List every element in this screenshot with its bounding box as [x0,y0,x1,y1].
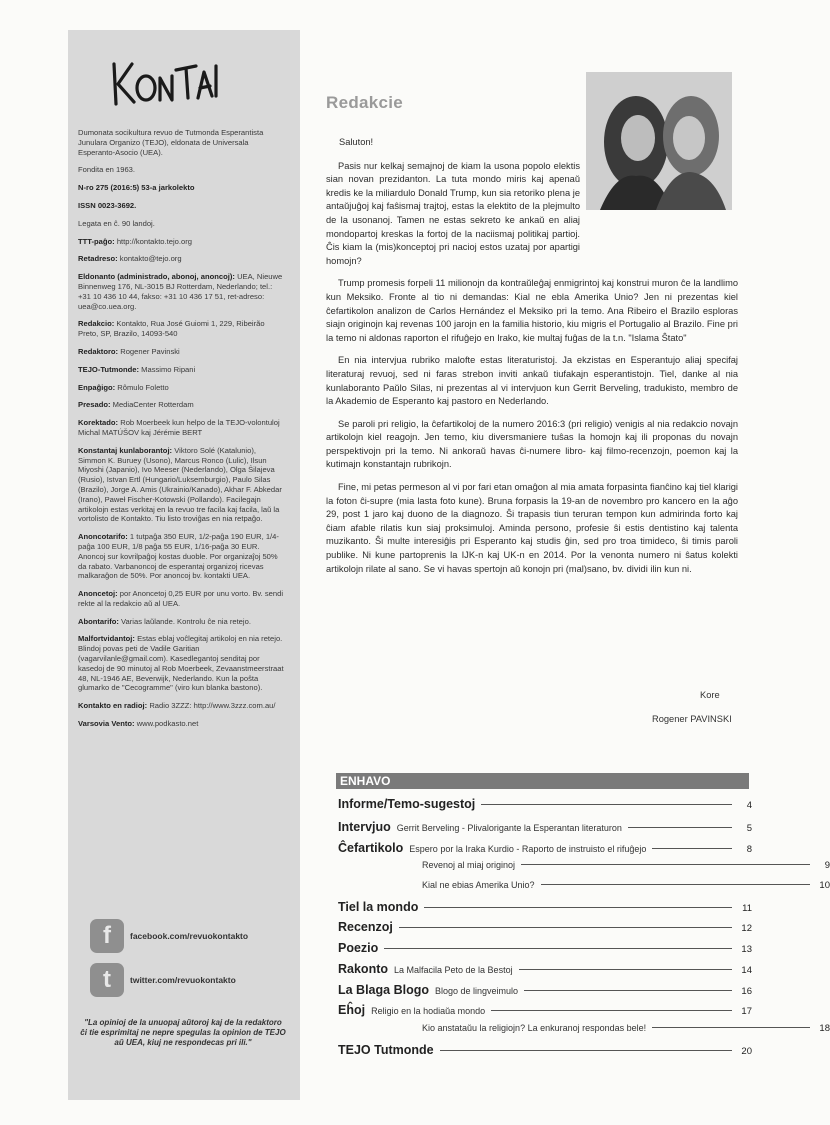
toc-page-number: 13 [741,944,752,955]
layout-label: Enpaĝigo: [78,382,116,392]
editorial-body [326,136,738,585]
toc-section: Ĉefartikolo [338,841,404,855]
toc-page-number: 18 [819,1023,830,1034]
toc-page-number: 17 [741,1006,752,1017]
facebook-icon: f [90,919,124,953]
twitter-icon: t [90,963,124,997]
editorial-paragraph: Pasis nur kelkaj semajnoj de kiam la usona popolo elektis sian novan prezidanton. La tuta mondo miris kaj apenaŭ kredis ke la miliardulo Donald Trump, kun sia retoriko plena je antaŭjuĝoj kaj faŝismaj trajtoj, estas la elektito de la plejmulto de la usonanoj. Tamen ne estas sekreto ke ankaŭ en aliaj mondopartoj kreskas la fortoj de la naciismaj politikaj partioj. Ĉis kiam la (mis)konceptoj pri nacioj estos uzataj por apartigi homojn? [326,160,580,266]
toc-leader-line [541,884,810,885]
proof-text: Rob Moerbeek kun helpo de la TEJO-volontuloj Michal MATÚŠOV kaj Jérémie BERT [78,418,280,437]
kontakto-logo [104,52,224,112]
toc-section: TEJO Tutmonde [338,1043,434,1057]
toc-leader-line [519,969,732,970]
toc-leader-line [652,848,732,849]
toc-row[interactable] [338,1003,752,1023]
toc-row[interactable] [338,962,752,982]
toc-page-number: 10 [819,880,830,891]
toc-row[interactable] [338,797,752,817]
editor-label: Redaktoro: [78,346,119,356]
editorial-paragraph: Se paroli pri religio, la ĉefartikoloj de la numero 2016:3 (pri religio) venigis al nia redakcio novajn artikolojn kiel reagojn. Jen temo, kiu diversmaniere tuŝas la homojn kaj ili proponas du novajn perspektivojn pri la temo. Ni ankoraŭ havas ĉi-numere libro- kaj filmo-recenzojn, poemon kaj la kutimajn konstantajn rubrikojn. [326,418,738,470]
editorial-paragraph: Fine, mi petas permeson al vi por fari etan omaĝon al mia amata forpasinta fianĉino kaj tiel klarigi la foton ĉi-supre (mia lasta foto kune). Bruna forpasis la 19-an de novembro pro kancero en la aĝo 29, post 1 jaro kaj duono de la diagnozo. Ŝi trapasis tiun teruran tempon kun admirinda forto kaj ĉiam afable rilatis kun siaj proksimuloj. Aminda persono, profesie ŝi estis dentistino kaj talenta muzikanto. Ŝi multe interesiĝis pri Esperanto kaj studis ĝin, sed pro troa timideco, ŝi timis paroli publike. Ni kune partoprenis la IJK-n kaj UK-n en 2014. Por la venonta numero ni ŝatus kolekti artikolojn rilate al sano. Se vi havas spertojn aŭ konojn pri (mal)sano, bv. dividi ilin kun ni. [326,482,738,574]
toc-row[interactable] [338,880,830,900]
toc-section: Informe/Temo-sugestoj [338,797,476,811]
editorial-signature: Rogener PAVINSKI [652,714,732,724]
toc-subtitle: Kio anstataŭu la religiojn? La enkuranoj respondas bele! [422,1023,647,1033]
founded-text: Fondita en 1963. [78,165,135,175]
email-link[interactable]: kontakto@tejo.org [119,254,182,264]
toc-page-number: 16 [741,986,752,997]
fault-text: Estas eblaj voĉlegitaj artikoloj en nia retejo. Blindoj povas peti de Vadile Garitian (vagarvilanle@gmail.com). Kasedlegantoj senditaj por kasedoj de 90 minutoj al Rob Moerbeek, Zevaanstmeerstraat 48, NL-1946 AE, Beverwijk, Nederlando. Kun la poŝta glumarko de "Cecogramme" (viro kun blanka bastono). [78,634,284,693]
tejo-label: TEJO-Tutmonde: [78,364,140,374]
toc-row[interactable] [338,860,830,880]
toc-row[interactable] [338,983,752,1003]
toc-leader-line [384,948,732,949]
www-link[interactable]: http://kontakto.tejo.org [116,236,192,246]
toc-page-number: 14 [741,965,752,976]
varsovia-label: Varsovia Vento: [78,719,135,729]
toc-subtitle: La Malfacila Peto de la Bestoj [394,965,513,975]
contents-header: ENHAVO [340,774,391,788]
readers-text: Legata en ĉ. 90 landoj. [78,218,155,228]
toc-row[interactable] [338,941,752,961]
editorial-closing: Kore [700,690,720,700]
proof-label: Korektado: [78,418,119,428]
toc-subtitle: Kial ne ebias Amerika Unio? [422,880,535,890]
intro-text: Dumonata socikultura revuo de Tutmonda Esperantista Junulara Organizo (TEJO), eldonata de Universala Esperanto-Asocio (UEA). [78,128,264,157]
small-ads-label: Anoncetoj: [78,589,118,599]
toc-leader-line [399,927,732,928]
toc-page-number: 8 [746,844,752,855]
toc-section: Recenzoj [338,920,393,934]
toc-page-number: 20 [741,1046,752,1057]
toc-subtitle: Espero por la Iraka Kurdio - Raporto de instruisto el rifuĝejo [409,844,647,854]
facebook-label: facebook.com/revuokontakto [130,931,249,941]
printer-text: MediaCenter Rotterdam [112,400,194,410]
layout-text: Rômulo Foletto [117,382,169,392]
toc-page-number: 11 [742,903,752,914]
toc-page-number: 9 [824,860,830,871]
toc-page-number: 12 [741,923,752,934]
small-ads-text: por Anoncetoj 0,25 EUR por unu vorto. Bv. sendi rekte al la redakcio aŭ al UEA. [78,589,284,608]
contents-header-bar [336,773,749,789]
issn-text: ISSN 0023-3692. [78,200,137,210]
toc-row[interactable] [338,841,752,861]
toc-row[interactable] [338,920,752,940]
toc-leader-line [652,1027,810,1028]
toc-leader-line [491,1010,732,1011]
colophon-text [78,128,284,737]
editorial-paragraph: Trump promesis forpeli 11 milionojn da kontraŭleĝaj enmigrintoj kaj konstrui muron ĉe la landlimo kun Meksiko. Fronte al tio ni demandas: Kial ne ebla Amerika Unio? Jen ni prezentas kiel ĉefartikolon analizon de Carlos Hernández el Meksiko pri la temo. Ana Ribeiro el Brazilo esploras siajn originojn kaj revenas 100 jarojn en la familia historio, kiu migris el Portugalio al Brazilo. Fine pri la temo ni aldonas raporton el rifuĝejo en Irako, kie multaj fuĝas de la t.n. "Islama Ŝtato" [326,278,738,343]
radio-label: Kontakto en radioj: [78,701,148,711]
issue-text: N-ro 275 (2016:5) 53-a jarkolekto [78,183,195,193]
radio-text: Radio 3ZZZ: http://www.3zzz.com.au/ [149,701,276,711]
toc-leader-line [424,907,732,908]
toc-subtitle: Gerrit Berveling - Plivalorigante la Esperantan literaturon [396,823,622,833]
redaction-text: Kontakto, Rua José Guiomi 1, 229, Ribeirão Preto, SP, Brazilo, 14093-540 [78,319,265,339]
toc-page-number: 4 [746,800,752,811]
facebook-link[interactable] [90,918,290,954]
toc-row[interactable] [338,820,752,840]
toc-leader-line [481,804,732,805]
email-label: Retadreso: [78,254,118,264]
fault-label: Malfortvidantoj: [78,634,135,644]
toc-page-number: 5 [746,823,752,834]
redaction-label: Redakcio: [78,319,115,329]
twitter-label: twitter.com/revuokontakto [130,975,236,985]
printer-label: Presado: [78,400,111,410]
toc-section: Poezio [338,941,379,955]
ad-rates-text: 1 tutpaĝa 350 EUR, 1/2-paĝa 190 EUR, 1/4-paĝa 100 EUR, 1/8 paĝa 55 EUR, 1/16-paĝa 30 EUR. Anoncoj sur kovrilpaĝoj kostas duoble. Por organizaĵoj 50% da rabato. Varbanoncoj de esperantaj organizoj ricevas malkaraĝon de 50%. Por anoncoj bv. kontakti UEA. [78,532,279,581]
toc-row[interactable] [338,900,752,920]
collab-label: Konstantaj kunlaborantoj: [78,445,173,455]
toc-leader-line [440,1050,732,1051]
toc-row[interactable] [338,1023,830,1043]
toc-leader-line [628,827,732,828]
publisher-text: UEA, Nieuwe Binnenweg 176, NL-3015 BJ Rotterdam, Nederlando; tel.: +31 10 436 10 44, fakso: +31 10 436 17 51, ret-adreso: uea@co.uea.org. [78,272,283,311]
toc-subtitle: Religio en la hodiaŭa mondo [371,1006,486,1016]
toc-section: Intervjuo [338,820,391,834]
toc-subtitle: Revenoj al miaj originoj [422,860,516,870]
ad-rates-label: Anoncotarifo: [78,532,128,542]
publisher-label: Eldonanto (administrado, abonoj, anoncoj): [78,272,235,282]
twitter-link[interactable] [90,962,290,998]
disclaimer: "La opinioj de la unuopaj aŭtoroj kaj de la redaktoro ĉi tie esprimitaj ne nepre spegulas la opinion de TEJO aŭ UEA, kiuj ne respondecas pri ili." [80,1018,286,1047]
toc-section: Eĥoj [338,1003,366,1017]
varsovia-text: www.podkasto.net [136,719,199,729]
editorial-paragraph: En nia intervjua rubriko malofte estas literaturistoj. Ja ekzistas en Esperantujo aliaj specifaj literaturaj revuoj, sed ni faras strebon inviti ankaŭ tiufakajn esperantistojn. Tiel, danke al nia kunlaboranto Paŭlo Silas, ni prezentas al vi intervjuon kun Gerrit Berveling, tradukisto, membro de la Akademio de Esperanto kaj pastoro en Nederlando. [326,355,738,407]
toc-row[interactable] [338,1043,752,1063]
collab-text: Viktoro Solé (Katalunio), Simmon K. Buruey (Usono), Marcus Ronco (Lulic), Ilsun Miyoshi (Japanio), Ivo Meeser (Nederlando), Olga Ŝilajeva (Rusio), Istvan Ertl (Hungario/Luksemburgio), Paulo Silas (Brazilo), Jorge A. Amis (Ukrainio/Kanado), Akhar F. Abkedar (Irano), Paweł Fischer-Kotowski (Pollando). Facilegajn artikolojn estas verkitaj en la revuo tre facila kaj facila, laŭ la vortolisto de Kontakto. Tiu listo troviĝas en nia retpaĝo. [78,445,282,524]
toc-section: Rakonto [338,962,388,976]
subs-label: Abontarifo: [78,616,119,626]
toc-subtitle: Blogo de lingveimulo [434,986,519,996]
editorial-title: Redakcie [326,93,404,112]
tejo-text: Massimo Ripani [141,364,196,374]
subs-text: Varias laŭlande. Kontrolu ĉe nia retejo. [121,616,251,626]
editorial-greeting: Saluton! [339,137,374,147]
toc-leader-line [521,864,810,865]
toc-section: Tiel la mondo [338,900,419,914]
editor-text: Rogener Pavinski [120,346,180,356]
toc-section: La Blaga Blogo [338,983,429,997]
www-label: TTT-paĝo: [78,236,115,246]
toc-leader-line [524,990,732,991]
